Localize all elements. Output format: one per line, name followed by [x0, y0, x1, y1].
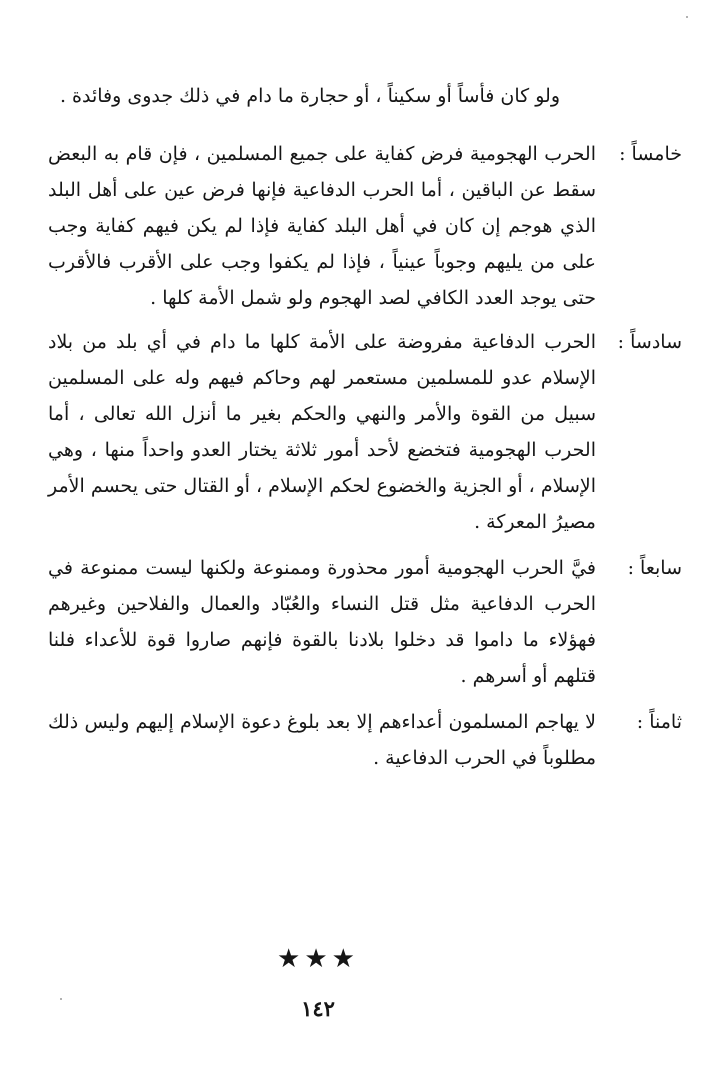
item-fifth	[0, 136, 682, 316]
item-text: الحرب الهجومية فرض كفاية على جميع المسلمين ، فإن قام به البعض سقط عن الباقين ، أما الحرب الدفاعية فإنها فرض عين على أهل البلد الذي هوجم إن كان في أهل البلد كفاية فإذا لم يكن فيهم كفاية وجب على من يليهم وجوباً عينياً ، فإذا لم يكفوا وجب على الأقرب فالأقرب حتى يوجد العدد الكافي لصد الهجوم ولو شمل الأمة كلها .	[48, 143, 596, 309]
item-text: الحرب الدفاعية مفروضة على الأمة كلها ما دام في أي بلد من بلاد الإسلام عدو للمسلمين مستعمر لهم وحاكم فيهم وله على المسلمين سبيل من القوة والأمر والنهي والحكم بغير ما أنزل الله تعالى ، أما الحرب الهجومية فتخضع لأحد أمور ثلاثة يختار العدو واحداً منها ، وهي الإسلام ، أو الجزية والخضوع لحكم الإسلام ، أو القتال حتى يحسم الأمر مصيرُ المعركة .	[48, 331, 596, 533]
intro-line: ولو كان فأساً أو سكيناً ، أو حجارة ما دام في ذلك جدوى وفائدة .	[59, 85, 560, 107]
page-number: ١٤٢	[301, 996, 335, 1021]
item-label: خامساً :	[619, 143, 682, 165]
item-seventh	[0, 550, 682, 694]
item-text: فيَّ الحرب الهجومية أمور محذورة وممنوعة ولكنها ليست ممنوعة في الحرب الدفاعية مثل قتل النساء والعُبّاد والعمال والفلاحين وغيرهم فهؤلاء ما داموا قد دخلوا بلادنا بالقوة فإنهم صاروا قوة للأعداء فلنا قتلهم أو أسرهم .	[48, 557, 596, 687]
item-sixth	[0, 324, 682, 540]
item-label: سابعاً :	[627, 557, 682, 579]
section-separator-stars: ★★★	[277, 944, 359, 974]
item-eighth	[0, 704, 682, 776]
scan-speck	[60, 998, 62, 1000]
item-label: سادساً :	[617, 331, 682, 353]
item-label: ثامناً :	[636, 711, 682, 733]
scan-speck	[686, 16, 688, 18]
item-text: لا يهاجم المسلمون أعداءهم إلا بعد بلوغ دعوة الإسلام إليهم وليس ذلك مطلوباً في الحرب الدفاعية .	[48, 711, 596, 769]
